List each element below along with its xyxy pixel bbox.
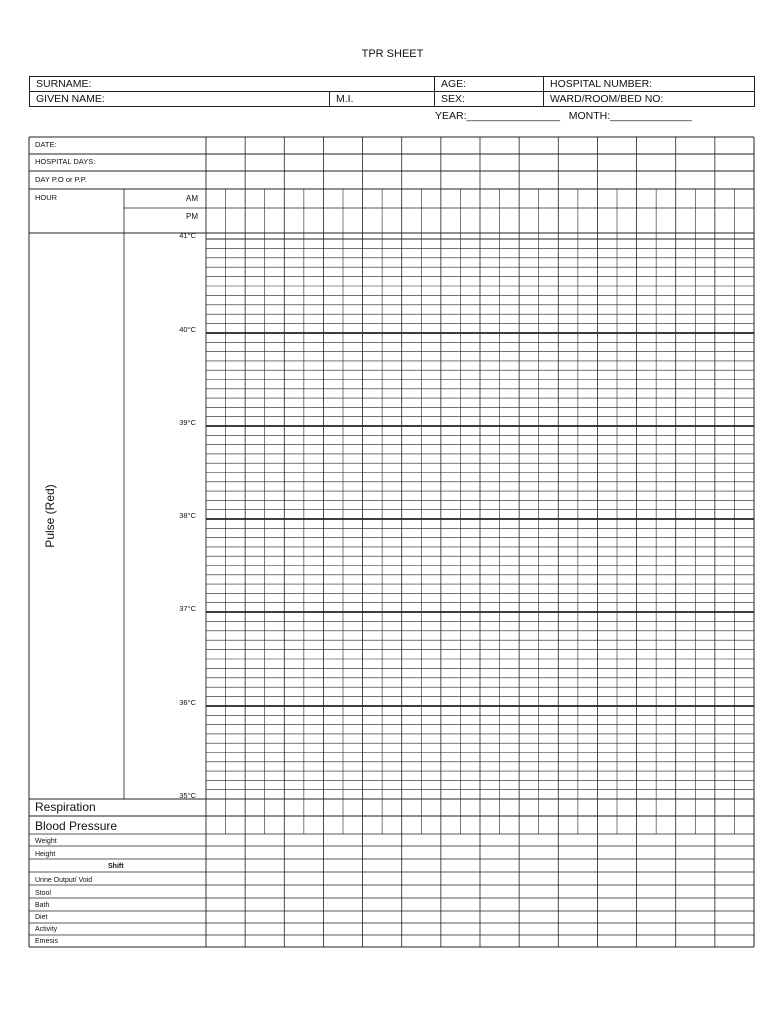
temp-label-0: 41°C — [179, 231, 196, 240]
temp-label-6: 35°C — [179, 791, 196, 800]
am-label: AM — [186, 194, 198, 203]
hospital-days-label: HOSPITAL DAYS: — [35, 157, 96, 166]
pm-label: PM — [186, 212, 198, 221]
respiration-label: Respiration — [35, 800, 96, 814]
blood-pressure-label: Blood Pressure — [35, 819, 118, 833]
sheet-title: TPR SHEET — [361, 48, 424, 60]
day-po-label: DAY P.O or P.P. — [35, 175, 87, 184]
temp-label-5: 36°C — [179, 698, 196, 707]
temp-label-4: 37°C — [179, 604, 196, 613]
pulse-label: Pulse (Red) — [43, 484, 57, 548]
bottom-row-label-5: Emesis — [35, 938, 58, 945]
shift-label: Shift — [108, 863, 124, 870]
sex-field[interactable]: SEX: — [435, 92, 544, 107]
temp-label-3: 38°C — [179, 511, 196, 520]
bottom-row-label-2: Bath — [35, 902, 50, 909]
given-name-field[interactable]: GIVEN NAME: — [30, 92, 330, 107]
bottom-row-label-4: Activity — [35, 926, 58, 933]
bottom-row-label-3: Diet — [35, 914, 48, 921]
age-field[interactable]: AGE: — [435, 77, 544, 92]
bottom-row-label-0: Urine Output/ Void — [35, 877, 93, 884]
mi-field[interactable]: M.I. — [330, 92, 435, 107]
hospital-number-field[interactable]: HOSPITAL NUMBER: — [544, 77, 755, 92]
weight-label: Weight — [35, 838, 57, 845]
ward-field[interactable]: WARD/ROOM/BED NO: — [544, 92, 755, 107]
bottom-row-label-1: Stool — [35, 890, 51, 897]
temp-label-1: 40°C — [179, 325, 196, 334]
year-month-line[interactable]: YEAR:________________ MONTH:______________ — [435, 110, 692, 122]
temp-label-2: 39°C — [179, 418, 196, 427]
height-label: Height — [35, 851, 56, 858]
date-label: DATE: — [35, 140, 57, 149]
hour-label: HOUR — [35, 193, 58, 202]
surname-field[interactable]: SURNAME: — [30, 77, 435, 92]
